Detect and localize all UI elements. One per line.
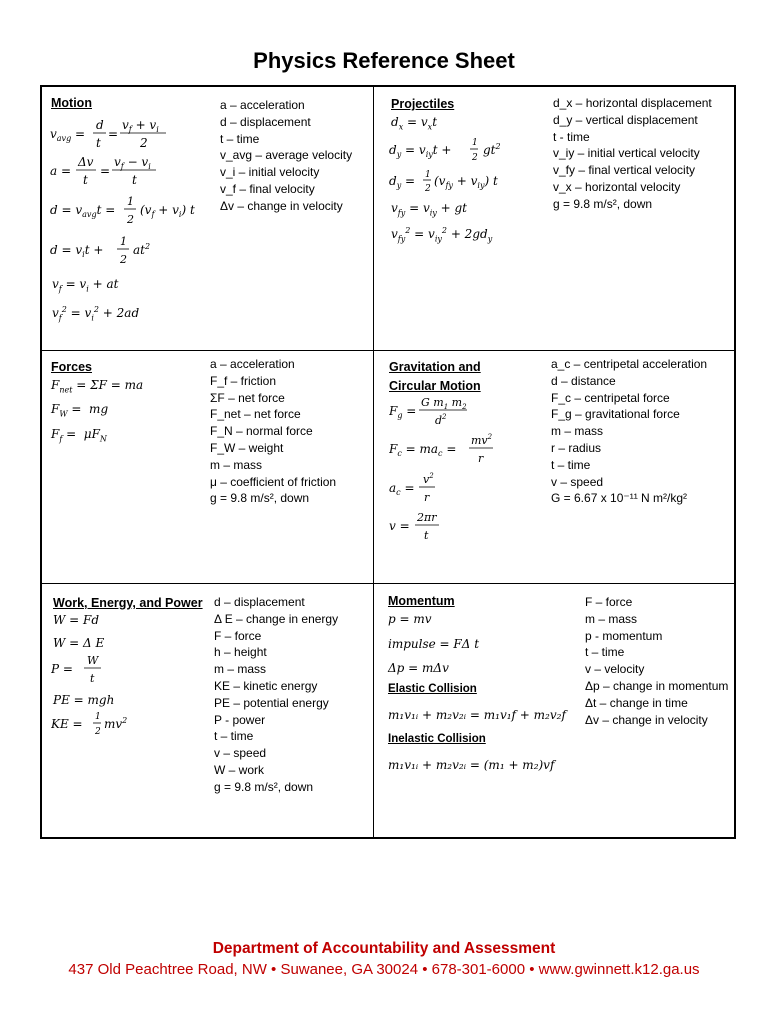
svg-text:a =: a = — [50, 164, 72, 178]
svg-text:KE =: KE = — [51, 717, 83, 731]
definition-item: Δv – change in velocity — [220, 198, 343, 213]
projectiles-section — [373, 87, 738, 350]
svg-text:1: 1 — [425, 170, 431, 180]
momentum-formula-dp: Δp = mΔv — [388, 661, 449, 675]
definition-item: d – displacement — [214, 595, 305, 609]
definition-item: d_x – horizontal displacement — [553, 96, 712, 110]
definition-item: PE – potential energy — [214, 695, 329, 710]
definition-item: r – radius — [551, 440, 602, 455]
svg-text:Δv: Δv — [78, 155, 94, 169]
motion-formula-velocity-squared: $v_f^2 = v_i^2 + 2ad$ — [52, 305, 140, 323]
projectiles-formula-dy-avg — [389, 167, 529, 202]
work-energy-power-section — [42, 583, 373, 837]
elastic-collision-formula: m₁v₁ᵢ + m₂v₂ᵢ = m₁v₁f + m₂v₂f — [388, 708, 566, 722]
definition-item: KE – kinetic energy — [214, 678, 318, 693]
projectiles-heading: Projectiles — [391, 97, 455, 111]
momentum-section — [373, 583, 738, 837]
definition-item: μ – coefficient of friction — [210, 474, 337, 489]
definition-item: p - momentum — [585, 628, 663, 643]
momentum-definitions — [585, 594, 728, 728]
definition-item: d_y – vertical displacement — [553, 112, 698, 127]
gravitation-formula-fg — [389, 395, 509, 434]
definition-item: t - time — [553, 129, 590, 144]
motion-formula-displacement-avg — [50, 193, 240, 234]
svg-text:at2: $at^2$ — [133, 242, 151, 257]
inelastic-collision-formula: m₁v₁ᵢ + m₂v₂ᵢ = (m₁ + m₂)vf — [388, 758, 555, 772]
definition-item: a_c – centripetal acceleration — [551, 357, 708, 371]
motion-formula-displacement-accel — [50, 233, 200, 274]
definition-item: t – time — [220, 131, 260, 146]
momentum-formula-p: p = mv — [388, 612, 432, 626]
svg-text:2: 2 — [95, 727, 101, 737]
svg-text:mv2: $mv^2$ — [104, 716, 128, 731]
svg-text:vf + vi: $v_f + v_i$ — [122, 118, 159, 134]
definition-item: F_f – friction — [210, 373, 277, 388]
svg-text:d = vit +: $d = v_it$ + — [50, 243, 104, 259]
definition-item: v_x – horizontal velocity — [553, 179, 681, 194]
projectiles-formula-vfy-squared: $v_{fy}^2 = v_{iy}^2 + 2gd_y$ — [391, 226, 493, 244]
svg-text:1: 1 — [127, 195, 134, 208]
svg-text:2: 2 — [425, 184, 431, 194]
gravitation-definitions — [551, 356, 707, 507]
svg-text:1: 1 — [120, 235, 127, 248]
svg-text:v2: $v^2$ — [423, 472, 434, 486]
momentum-heading: Momentum — [388, 594, 455, 608]
svg-text:r: r — [424, 491, 430, 504]
work-formula-power-graphic — [51, 653, 121, 689]
work-formula-pe: PE = mgh — [53, 693, 115, 707]
definition-item: W – work — [214, 762, 265, 777]
svg-text:mv2: $mv^2$ — [471, 433, 493, 447]
definition-item: v_iy – initial vertical velocity — [553, 146, 700, 161]
definition-item: a – acceleration — [210, 357, 295, 371]
svg-text:2: 2 — [127, 213, 134, 226]
definition-item: Δ E – change in energy — [214, 611, 339, 626]
motion-definitions — [220, 97, 352, 215]
svg-text:t: t — [96, 136, 101, 150]
svg-text:2: 2 — [120, 253, 127, 266]
definition-item: g = 9.8 m/s², down — [214, 779, 314, 794]
svg-text:dy = viyt +: $d_y = v_{iy}t$ + — [389, 143, 452, 159]
gravitation-section — [373, 350, 738, 583]
definition-item: m – mass — [551, 424, 604, 439]
svg-text:1: 1 — [472, 138, 478, 148]
definition-item: F – force — [585, 595, 633, 609]
svg-text:t: t — [83, 173, 88, 187]
motion-section — [42, 87, 373, 350]
work-formula-power — [51, 653, 121, 692]
motion-formula-displacement-avg-graphic — [50, 193, 240, 231]
footer-department: Department of Accountability and Assessment — [212, 940, 556, 957]
definition-item: Δv – change in velocity — [585, 712, 708, 727]
definition-item: F_net – net force — [210, 407, 301, 422]
svg-text:vavg =: $v_{avg}$ = — [50, 127, 86, 143]
svg-text:d: d — [96, 118, 104, 132]
elastic-collision-heading: Elastic Collision — [388, 683, 477, 695]
definition-item: v_i – initial velocity — [220, 165, 320, 180]
definition-item: v_fy – final vertical velocity — [553, 163, 696, 178]
momentum-formula-impulse: impulse = FΔ t — [388, 637, 480, 651]
definition-item: v – speed — [214, 746, 267, 761]
gravitation-heading-line2: Circular Motion — [389, 379, 481, 393]
definition-item: Δp – change in momentum — [585, 678, 729, 693]
gravitation-heading — [389, 358, 481, 396]
forces-formula-weight: $F_W$ = mg — [51, 402, 109, 419]
definition-item: m – mass — [214, 662, 267, 677]
definition-item: G = 6.67 x 10⁻¹¹ N m²/kg² — [551, 491, 688, 506]
definition-item: g = 9.8 m/s², down — [210, 491, 310, 506]
definition-item: a – acceleration — [220, 98, 305, 112]
definition-item: t – time — [585, 645, 625, 660]
definition-item: d – displacement — [220, 114, 311, 129]
gravitation-heading-line1: Gravitation and — [389, 360, 481, 374]
gravitation-formula-v — [389, 510, 469, 549]
svg-text:=: = — [108, 127, 119, 141]
svg-text:2: 2 — [140, 136, 148, 150]
forces-section — [42, 350, 373, 583]
svg-text:v =: v = — [389, 519, 410, 533]
forces-formula-friction: $F_f = \mu F_N$ — [51, 427, 107, 444]
motion-formula-final-velocity: $v_f = v_i$ + at — [52, 277, 119, 294]
motion-formula-avg-velocity — [50, 117, 190, 158]
svg-text:Fg =: $F_g$ = — [389, 404, 417, 420]
definition-item: m – mass — [210, 457, 263, 472]
svg-text:gt2: $gt^2$ — [483, 142, 501, 157]
svg-text:G m1 m2: G $m_1$ $m_2$ — [421, 396, 467, 411]
svg-text:2πr: 2πr — [417, 511, 437, 524]
motion-formula-acceleration-graphic — [50, 154, 200, 192]
definition-item: v – speed — [551, 474, 604, 489]
forces-definitions — [210, 356, 336, 507]
work-formula-w-de: W = Δ E — [53, 636, 105, 650]
svg-text:Fc = mac =: $F_c = ma_c$ = — [389, 442, 457, 458]
motion-heading: Motion — [51, 96, 92, 110]
gravitation-formula-ac — [389, 472, 469, 511]
definition-item: ΣF – net force — [210, 390, 285, 405]
gravitation-formula-v-graphic — [389, 510, 469, 546]
forces-heading: Forces — [51, 360, 92, 374]
definition-item: v_avg – average velocity — [220, 148, 353, 163]
forces-formula-net: $F_{net} = \Sigma F$ = ma — [51, 378, 144, 395]
definition-item: P - power — [214, 712, 266, 727]
svg-text:t: t — [90, 672, 95, 685]
svg-text:r: r — [478, 452, 484, 465]
footer-address: 437 Old Peachtree Road, NW • Suwanee, GA 30024 • 678-301-6000 • www.gwinnett.k12.ga.us — [68, 961, 700, 978]
gravitation-formula-ac-graphic — [389, 472, 469, 508]
projectiles-formula-dy-avg-graphic — [389, 167, 529, 199]
definition-item: Δt – change in time — [585, 695, 688, 710]
svg-text:2: 2 — [472, 153, 478, 163]
definition-item: m – mass — [585, 611, 638, 626]
svg-text:ac =: $a_c$ = — [389, 481, 415, 497]
definition-item: t – time — [551, 457, 591, 472]
definition-item: F_N – normal force — [210, 424, 313, 439]
svg-text:1: 1 — [95, 712, 101, 722]
gravitation-formula-fc — [389, 433, 509, 472]
work-formula-w-fd: W = Fd — [53, 613, 100, 627]
svg-text:=: = — [100, 164, 111, 178]
inelastic-collision-heading: Inelastic Collision — [388, 733, 486, 745]
definition-item: d – distance — [551, 373, 616, 388]
svg-text:t: t — [424, 529, 429, 542]
definition-item: F_c – centripetal force — [551, 390, 670, 405]
page-title: Physics Reference Sheet — [253, 48, 515, 73]
definition-item: h – height — [214, 645, 267, 660]
definition-item: F_W – weight — [210, 440, 284, 455]
svg-text:(vfy + viy) t: $(v_{fy} + v_{iy})$ t — [434, 174, 498, 190]
svg-text:(vf + vi) t: $(v_f + v_i)$ t — [140, 203, 195, 219]
motion-formula-acceleration — [50, 154, 200, 195]
svg-text:W: W — [87, 654, 99, 667]
svg-text:dy =: $d_y$ = — [389, 174, 416, 190]
reference-grid — [40, 85, 736, 839]
work-formula-ke-graphic — [51, 709, 161, 743]
work-definitions — [214, 594, 338, 796]
definition-item: t – time — [214, 729, 254, 744]
projectiles-formula-dy-graphic — [389, 135, 529, 169]
projectiles-definitions — [553, 95, 712, 213]
work-formula-ke — [51, 709, 161, 746]
motion-formula-avg-velocity-graphic — [50, 117, 190, 155]
definition-item: F – force — [214, 628, 262, 643]
svg-text:d = vavgt =: $d = v_{avg}t$ = — [50, 203, 116, 219]
projectiles-formula-dx: $d_x = v_xt$ — [391, 115, 438, 132]
gravitation-formula-fc-graphic — [389, 433, 509, 469]
definition-item: g = 9.8 m/s², down — [553, 196, 653, 211]
definition-item: v_f – final velocity — [220, 181, 315, 196]
svg-text:P =: P = — [51, 662, 73, 676]
gravitation-formula-fg-graphic — [389, 395, 509, 431]
definition-item: F_g – gravitational force — [551, 407, 680, 422]
svg-text:d2: $d^2$ — [435, 413, 447, 427]
motion-formula-displacement-accel-graphic — [50, 233, 200, 271]
svg-text:vf − vi: $v_f - v_i$ — [114, 155, 151, 171]
svg-text:t: t — [132, 173, 137, 187]
definition-item: v – velocity — [585, 662, 645, 677]
work-heading: Work, Energy, and Power — [53, 596, 203, 610]
projectiles-formula-vfy: $v_{fy} = v_{iy}$ + gt — [391, 201, 467, 218]
